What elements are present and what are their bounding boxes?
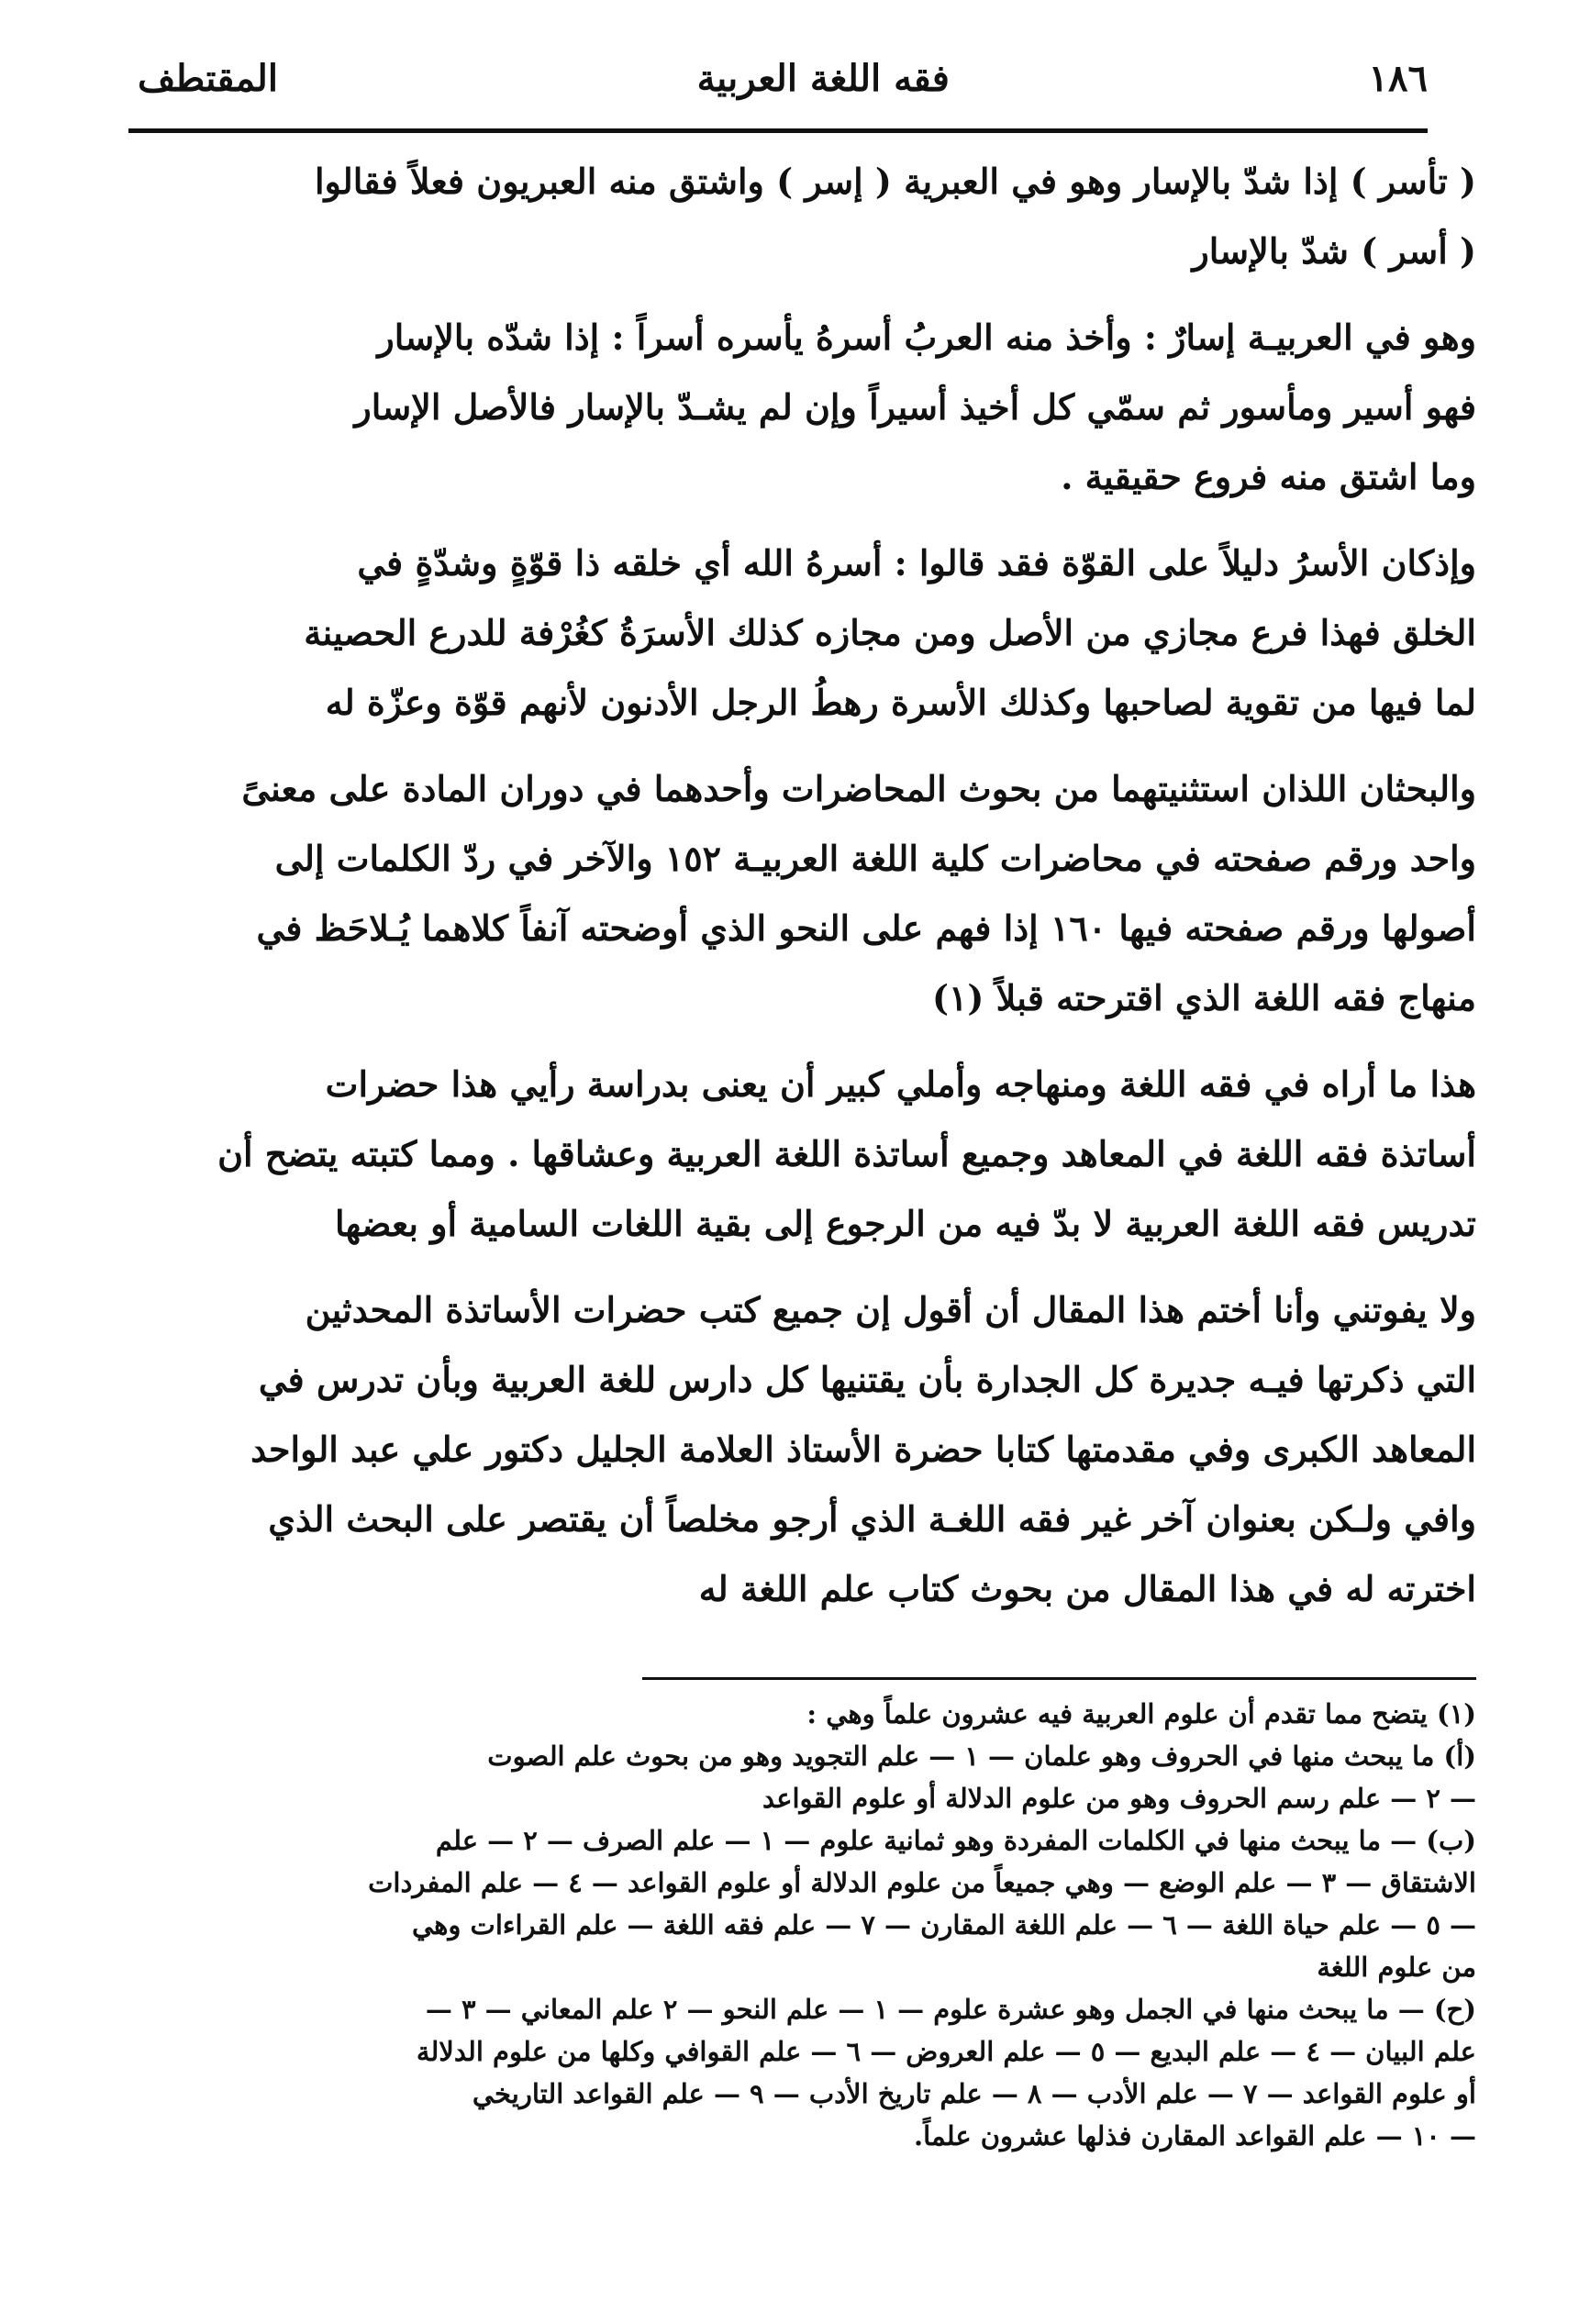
footnote-line: علم البيان — ٤ — علم البديع — ٥ — علم العروض — ٦ — علم القوافي وكلها من علوم الدلالة (416, 2036, 1476, 2067)
page-header (138, 50, 1428, 106)
footnotes (53, 1693, 1476, 2157)
text-line: أساتذة فقه اللغة في المعاهد وجميع أساتذة اللغة العربية وعشاقها . ومما كتبته يتضح أن (217, 1133, 1476, 1174)
text-line: لما فيها من تقوية لصاحبها وكذلك الأسرة رهطُ الرجل الأدنون لأنهم قوّة وعزّة له (325, 682, 1476, 723)
text-line: فهو أسير ومأسور ثم سمّي كل أخيذ أسيراً وإن لم يشـدّ بالإسار فالأصل الإسار (354, 386, 1476, 428)
text-line: وهو في العربيـة إسارٌ : وأخذ منه العربُ أسرهُ يأسره أسراً : إذا شدّه بالإسار (377, 317, 1476, 358)
footnote-rule (642, 1677, 1476, 1680)
paragraph (53, 147, 1476, 286)
footnote-line: — ٢ — علم رسم الحروف وهو من علوم الدلالة أو علوم القواعد (762, 1783, 1476, 1814)
text-line: الخلق فهذا فرع مجازي من الأصل ومن مجازه كذلك الأسرَةُ كغُرْفة للدرع الحصينة (304, 612, 1476, 653)
paragraph (53, 1050, 1476, 1259)
paragraph (53, 754, 1476, 1033)
page-number: ١٨٦ (1368, 56, 1428, 100)
text-line: اخترته له في هذا المقال من بحوث كتاب علم اللغة له (698, 1568, 1476, 1609)
footnote-line: (ح) — ما يبحث منها في الجمل وهو عشرة علوم — ١ — علم النحو — ٢ علم المعاني — ٣ — (425, 1994, 1476, 2025)
paragraph (53, 303, 1476, 512)
text-line: هذا ما أراه في فقه اللغة ومنهاجه وأملي كبير أن يعنى بدراسة رأيي هذا حضرات (325, 1063, 1476, 1105)
text-line: وإذكان الأسرُ دليلاً على القوّة فقد قالوا : أسرهُ الله أي خلقه ذا قوّةٍ وشدّةٍ في (357, 542, 1476, 584)
paragraph (53, 528, 1476, 738)
text-line: وما اشتق منه فروع حقيقية . (1061, 456, 1476, 497)
header-rule (128, 128, 1428, 133)
text-line: منهاج فقه اللغة الذي اقترحته قبلاً (١) (931, 977, 1476, 1018)
text-line: التي ذكرتها فيـه جديرة كل الجدارة بأن يقتنيها كل دارس للغة العربية وبأن تدرس في (258, 1359, 1476, 1400)
footnote-line: (١) يتضح مما تقدم أن علوم العربية فيه عشرون علماً وهي : (806, 1698, 1476, 1729)
footnote-line: — ٥ — علم حياة اللغة — ٦ — علم اللغة المقارن — ٧ — علم فقه اللغة — علم القراءات وهي (411, 1909, 1476, 1940)
text-line: أصولها ورقم صفحته فيها ١٦٠ إذا فهم على النحو الذي أوضحته آنفاً كلاهما يُـلاحَظ في (256, 907, 1476, 949)
text-line: واحد ورقم صفحته في محاضرات كلية اللغة العربيـة ١٥٢ والآخر في ردّ الكلمات إلى (274, 838, 1476, 879)
footnote-line: (ب) — ما يبحث منها في الكلمات المفردة وهو ثمانية علوم — ١ — علم الصرف — ٢ — علم (435, 1825, 1476, 1856)
text-line: تدريس فقه اللغة العربية لا بدّ فيه من الرجوع إلى بقية اللغات السامية أو بعضها (334, 1203, 1476, 1244)
paragraph (53, 1275, 1476, 1624)
text-line: والبحثان اللذان استثنيتهما من بحوث المحاضرات وأحدهما في دوران المادة على معنىً (241, 768, 1476, 809)
main-text (53, 147, 1476, 1640)
text-line: المعاهد الكبرى وفي مقدمتها كتابا حضرة الأستاذ العلامة الجليل دكتور علي عبد الواحد (250, 1429, 1476, 1470)
text-line: ( أسر ) شدّ بالإسار (1192, 230, 1476, 272)
text-line: ( تأسر ) إذا شدّ بالإسار وهو في العبرية ( إسر ) واشتق منه العبريون فعلاً فقالوا (314, 161, 1476, 202)
journal-name: المقتطف (138, 56, 278, 100)
footnote-line: الاشتقاق — ٣ — علم الوضع — وهي جميعاً من علوم الدلالة أو علوم القواعد — ٤ — علم المفردات (368, 1867, 1476, 1898)
text-line: وافي ولـكن بعنوان آخر غير فقه اللغـة الذي أرجو مخلصاً أن يقتصر على البحث الذي (268, 1498, 1476, 1540)
text-line: ولا يفوتني وأنا أختم هذا المقال أن أقول إن جميع كتب حضرات الأساتذة المحدثين (305, 1289, 1476, 1330)
footnote-line: — ١٠ — علم القواعد المقارن فذلها عشرون علماً. (914, 2120, 1476, 2152)
footnote-line: (أ) ما يبحث منها في الحروف وهو علمان — ١ — علم التجويد وهو من بحوث علم الصوت (487, 1740, 1476, 1772)
running-title: فقه اللغة العربية (696, 56, 950, 100)
footnote-line: من علوم اللغة (1317, 1951, 1476, 1983)
footnote-line: أو علوم القواعد — ٧ — علم الأدب — ٨ — علم تاريخ الأدب — ٩ — علم القواعد التاريخي (472, 2078, 1476, 2109)
